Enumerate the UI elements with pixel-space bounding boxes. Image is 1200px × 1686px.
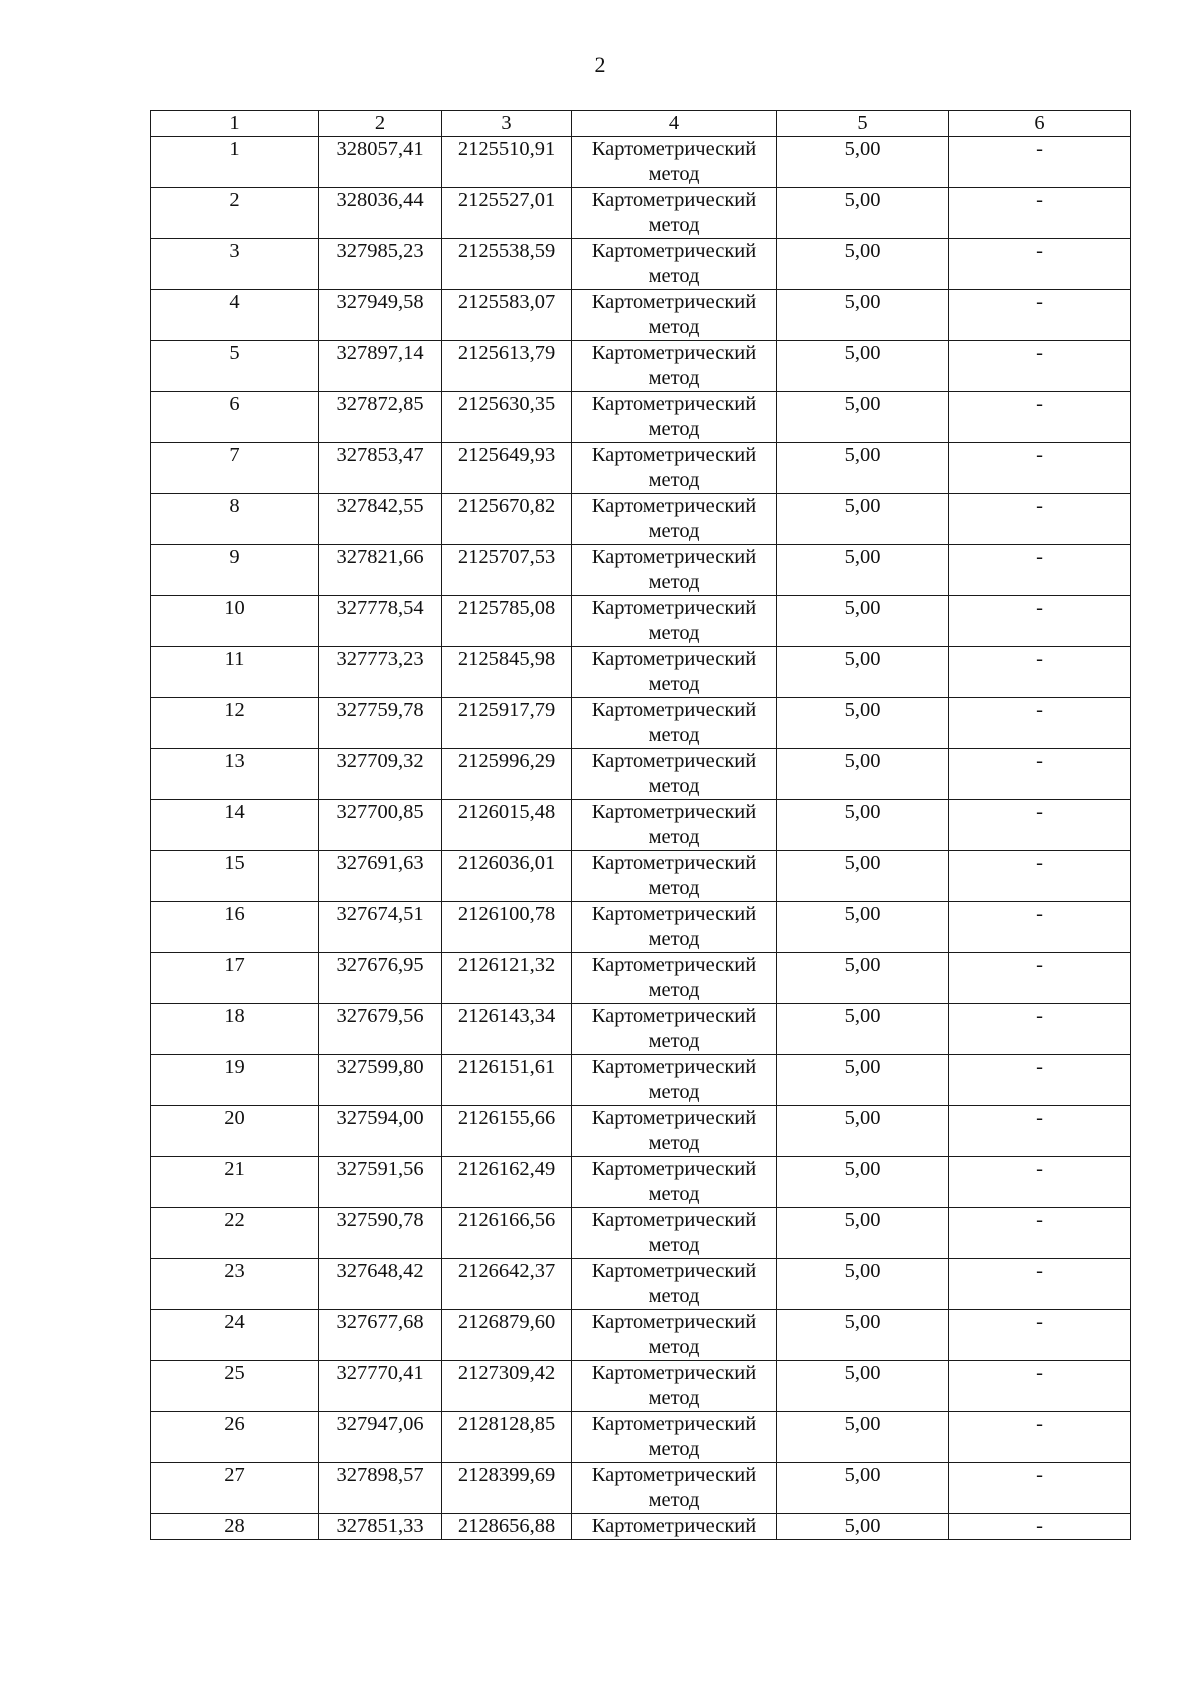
point-number-cell: 19 <box>151 1055 319 1106</box>
method-line-2: метод <box>648 928 700 950</box>
description-cell: - <box>949 392 1131 443</box>
method-line-1: Картометрический <box>591 138 757 160</box>
table-row <box>151 596 1131 647</box>
description-cell: - <box>949 1157 1131 1208</box>
column-header-2: 2 <box>319 111 442 137</box>
method-cell <box>572 188 777 239</box>
accuracy-cell: 5,00 <box>777 545 949 596</box>
description-cell: - <box>949 647 1131 698</box>
point-number-cell: 24 <box>151 1310 319 1361</box>
point-number-cell: 20 <box>151 1106 319 1157</box>
table-row <box>151 1310 1131 1361</box>
table-row <box>151 239 1131 290</box>
point-number-cell: 25 <box>151 1361 319 1412</box>
accuracy-cell: 5,00 <box>777 1259 949 1310</box>
method-cell <box>572 494 777 545</box>
y-coordinate-cell: 2126151,61 <box>442 1055 572 1106</box>
table-row <box>151 341 1131 392</box>
method-line-2: метод <box>648 877 700 899</box>
point-number-cell: 13 <box>151 749 319 800</box>
point-number-cell: 14 <box>151 800 319 851</box>
method-cell <box>572 953 777 1004</box>
column-header-4: 4 <box>572 111 777 137</box>
description-cell: - <box>949 953 1131 1004</box>
accuracy-cell: 5,00 <box>777 698 949 749</box>
method-cell <box>572 1361 777 1412</box>
accuracy-cell: 5,00 <box>777 1361 949 1412</box>
y-coordinate-cell: 2125670,82 <box>442 494 572 545</box>
method-line-2: метод <box>648 163 700 185</box>
table-row <box>151 1514 1131 1540</box>
y-coordinate-cell: 2125707,53 <box>442 545 572 596</box>
table-row <box>151 188 1131 239</box>
method-line-1: Картометрический <box>591 1005 757 1027</box>
point-number-cell: 11 <box>151 647 319 698</box>
y-coordinate-cell: 2126155,66 <box>442 1106 572 1157</box>
description-cell: - <box>949 188 1131 239</box>
y-coordinate-cell: 2125996,29 <box>442 749 572 800</box>
method-cell <box>572 698 777 749</box>
description-cell: - <box>949 851 1131 902</box>
method-line-2: метод <box>648 214 700 236</box>
accuracy-cell: 5,00 <box>777 902 949 953</box>
method-line-2: метод <box>648 316 700 338</box>
table-row <box>151 392 1131 443</box>
method-line-2: метод <box>648 979 700 1001</box>
method-cell <box>572 647 777 698</box>
method-line-1: Картометрический <box>591 801 757 823</box>
method-cell <box>572 1004 777 1055</box>
description-cell: - <box>949 1208 1131 1259</box>
x-coordinate-cell: 327594,00 <box>319 1106 442 1157</box>
description-cell: - <box>949 290 1131 341</box>
column-header-5: 5 <box>777 111 949 137</box>
method-line-1: Картометрический <box>591 648 757 670</box>
y-coordinate-cell: 2125613,79 <box>442 341 572 392</box>
method-cell <box>572 1259 777 1310</box>
method-line-2: метод <box>648 1438 700 1460</box>
accuracy-cell: 5,00 <box>777 1157 949 1208</box>
y-coordinate-cell: 2126015,48 <box>442 800 572 851</box>
method-line-2: метод <box>648 265 700 287</box>
description-cell: - <box>949 1412 1131 1463</box>
y-coordinate-cell: 2126036,01 <box>442 851 572 902</box>
point-number-cell: 23 <box>151 1259 319 1310</box>
method-line-2: метод <box>648 1081 700 1103</box>
table-row <box>151 749 1131 800</box>
accuracy-cell: 5,00 <box>777 341 949 392</box>
method-line-1: Картометрический <box>591 852 757 874</box>
method-cell <box>572 443 777 494</box>
accuracy-cell: 5,00 <box>777 1208 949 1259</box>
method-line-2: метод <box>648 826 700 848</box>
point-number-cell: 22 <box>151 1208 319 1259</box>
accuracy-cell: 5,00 <box>777 137 949 188</box>
description-cell: - <box>949 800 1131 851</box>
table-row <box>151 1004 1131 1055</box>
accuracy-cell: 5,00 <box>777 239 949 290</box>
accuracy-cell: 5,00 <box>777 1412 949 1463</box>
description-cell: - <box>949 698 1131 749</box>
table-row <box>151 1463 1131 1514</box>
description-cell: - <box>949 1463 1131 1514</box>
x-coordinate-cell: 328057,41 <box>319 137 442 188</box>
x-coordinate-cell: 327872,85 <box>319 392 442 443</box>
method-cell <box>572 1055 777 1106</box>
table-row <box>151 698 1131 749</box>
point-number-cell: 5 <box>151 341 319 392</box>
method-cell <box>572 800 777 851</box>
x-coordinate-cell: 327897,14 <box>319 341 442 392</box>
method-line-1: Картометрический <box>591 444 757 466</box>
y-coordinate-cell: 2126166,56 <box>442 1208 572 1259</box>
y-coordinate-cell: 2125583,07 <box>442 290 572 341</box>
y-coordinate-cell: 2125538,59 <box>442 239 572 290</box>
method-line-2: метод <box>648 775 700 797</box>
method-cell <box>572 1514 777 1540</box>
method-line-2: метод <box>648 1285 700 1307</box>
accuracy-cell: 5,00 <box>777 953 949 1004</box>
table-row <box>151 902 1131 953</box>
method-line-1: Картометрический <box>591 597 757 619</box>
method-line-1: Картометрический <box>591 1260 757 1282</box>
y-coordinate-cell: 2128128,85 <box>442 1412 572 1463</box>
method-line-1: Картометрический <box>591 546 757 568</box>
method-line-1: Картометрический <box>591 1413 757 1435</box>
x-coordinate-cell: 327700,85 <box>319 800 442 851</box>
x-coordinate-cell: 327709,32 <box>319 749 442 800</box>
accuracy-cell: 5,00 <box>777 1310 949 1361</box>
y-coordinate-cell: 2125510,91 <box>442 137 572 188</box>
point-number-cell: 3 <box>151 239 319 290</box>
description-cell: - <box>949 443 1131 494</box>
accuracy-cell: 5,00 <box>777 392 949 443</box>
x-coordinate-cell: 327842,55 <box>319 494 442 545</box>
point-number-cell: 17 <box>151 953 319 1004</box>
y-coordinate-cell: 2125917,79 <box>442 698 572 749</box>
y-coordinate-cell: 2128656,88 <box>442 1514 572 1540</box>
point-number-cell: 2 <box>151 188 319 239</box>
point-number-cell: 10 <box>151 596 319 647</box>
accuracy-cell: 5,00 <box>777 290 949 341</box>
method-line-1: Картометрический <box>591 1209 757 1231</box>
table-row <box>151 137 1131 188</box>
x-coordinate-cell: 327898,57 <box>319 1463 442 1514</box>
x-coordinate-cell: 327677,68 <box>319 1310 442 1361</box>
x-coordinate-cell: 327947,06 <box>319 1412 442 1463</box>
page-number: 2 <box>594 52 606 77</box>
y-coordinate-cell: 2125845,98 <box>442 647 572 698</box>
description-cell: - <box>949 749 1131 800</box>
table-row <box>151 1361 1131 1412</box>
method-line-1: Картометрический <box>591 1056 757 1078</box>
description-cell: - <box>949 1361 1131 1412</box>
table-row <box>151 800 1131 851</box>
y-coordinate-cell: 2126642,37 <box>442 1259 572 1310</box>
y-coordinate-cell: 2125649,93 <box>442 443 572 494</box>
method-cell <box>572 749 777 800</box>
description-cell: - <box>949 1055 1131 1106</box>
method-line-1: Картометрический <box>591 240 757 262</box>
method-line-1: Картометрический <box>591 342 757 364</box>
description-cell: - <box>949 1259 1131 1310</box>
accuracy-cell: 5,00 <box>777 188 949 239</box>
x-coordinate-cell: 327770,41 <box>319 1361 442 1412</box>
point-number-cell: 7 <box>151 443 319 494</box>
method-line-2: метод <box>648 622 700 644</box>
column-header-1: 1 <box>151 111 319 137</box>
description-cell: - <box>949 596 1131 647</box>
table-body <box>151 137 1131 1540</box>
table-row <box>151 1157 1131 1208</box>
method-cell <box>572 902 777 953</box>
method-line-2: метод <box>648 724 700 746</box>
table-row <box>151 1055 1131 1106</box>
description-cell: - <box>949 1106 1131 1157</box>
method-line-2: метод <box>648 1030 700 1052</box>
accuracy-cell: 5,00 <box>777 749 949 800</box>
x-coordinate-cell: 327949,58 <box>319 290 442 341</box>
point-number-cell: 6 <box>151 392 319 443</box>
x-coordinate-cell: 328036,44 <box>319 188 442 239</box>
table-row <box>151 545 1131 596</box>
description-cell: - <box>949 494 1131 545</box>
y-coordinate-cell: 2126879,60 <box>442 1310 572 1361</box>
method-cell <box>572 1157 777 1208</box>
description-cell: - <box>949 341 1131 392</box>
method-cell <box>572 851 777 902</box>
method-line-1: Картометрический <box>591 1362 757 1384</box>
method-line-1: Картометрический <box>591 189 757 211</box>
x-coordinate-cell: 327759,78 <box>319 698 442 749</box>
y-coordinate-cell: 2125527,01 <box>442 188 572 239</box>
x-coordinate-cell: 327853,47 <box>319 443 442 494</box>
x-coordinate-cell: 327773,23 <box>319 647 442 698</box>
method-line-2: метод <box>648 1387 700 1409</box>
accuracy-cell: 5,00 <box>777 647 949 698</box>
method-line-1: Картометрический <box>591 495 757 517</box>
method-line-2: метод <box>648 571 700 593</box>
y-coordinate-cell: 2126143,34 <box>442 1004 572 1055</box>
table-row <box>151 851 1131 902</box>
y-coordinate-cell: 2126100,78 <box>442 902 572 953</box>
table-row <box>151 953 1131 1004</box>
table-header-row <box>151 111 1131 137</box>
coordinates-table <box>150 110 1131 1540</box>
table-row <box>151 1259 1131 1310</box>
table-row <box>151 1208 1131 1259</box>
table-row <box>151 494 1131 545</box>
x-coordinate-cell: 327599,80 <box>319 1055 442 1106</box>
point-number-cell: 28 <box>151 1514 319 1540</box>
method-cell <box>572 392 777 443</box>
point-number-cell: 4 <box>151 290 319 341</box>
method-line-2: метод <box>648 1489 700 1511</box>
method-line-1: Картометрический <box>591 1464 757 1486</box>
method-cell <box>572 1208 777 1259</box>
method-cell <box>572 290 777 341</box>
method-line-1: Картометрический <box>591 750 757 772</box>
method-cell <box>572 341 777 392</box>
method-line-1: Картометрический <box>591 1515 757 1537</box>
table-row <box>151 1412 1131 1463</box>
table-row <box>151 443 1131 494</box>
point-number-cell: 8 <box>151 494 319 545</box>
method-line-2: метод <box>648 1336 700 1358</box>
y-coordinate-cell: 2128399,69 <box>442 1463 572 1514</box>
column-header-6: 6 <box>949 111 1131 137</box>
method-cell <box>572 1463 777 1514</box>
method-line-2: метод <box>648 418 700 440</box>
method-line-2: метод <box>648 367 700 389</box>
x-coordinate-cell: 327679,56 <box>319 1004 442 1055</box>
table-row <box>151 1106 1131 1157</box>
point-number-cell: 15 <box>151 851 319 902</box>
accuracy-cell: 5,00 <box>777 596 949 647</box>
method-cell <box>572 545 777 596</box>
x-coordinate-cell: 327648,42 <box>319 1259 442 1310</box>
point-number-cell: 1 <box>151 137 319 188</box>
method-line-1: Картометрический <box>591 954 757 976</box>
method-cell <box>572 596 777 647</box>
method-line-1: Картометрический <box>591 699 757 721</box>
point-number-cell: 26 <box>151 1412 319 1463</box>
point-number-cell: 18 <box>151 1004 319 1055</box>
accuracy-cell: 5,00 <box>777 1004 949 1055</box>
accuracy-cell: 5,00 <box>777 443 949 494</box>
method-line-1: Картометрический <box>591 903 757 925</box>
point-number-cell: 12 <box>151 698 319 749</box>
method-line-1: Картометрический <box>591 291 757 313</box>
method-line-1: Картометрический <box>591 393 757 415</box>
y-coordinate-cell: 2125630,35 <box>442 392 572 443</box>
x-coordinate-cell: 327676,95 <box>319 953 442 1004</box>
method-cell <box>572 1412 777 1463</box>
x-coordinate-cell: 327691,63 <box>319 851 442 902</box>
table-row <box>151 290 1131 341</box>
method-line-2: метод <box>648 1132 700 1154</box>
y-coordinate-cell: 2127309,42 <box>442 1361 572 1412</box>
x-coordinate-cell: 327851,33 <box>319 1514 442 1540</box>
accuracy-cell: 5,00 <box>777 494 949 545</box>
method-line-1: Картометрический <box>591 1311 757 1333</box>
method-cell <box>572 1106 777 1157</box>
accuracy-cell: 5,00 <box>777 1463 949 1514</box>
column-header-3: 3 <box>442 111 572 137</box>
x-coordinate-cell: 327590,78 <box>319 1208 442 1259</box>
point-number-cell: 16 <box>151 902 319 953</box>
accuracy-cell: 5,00 <box>777 851 949 902</box>
method-cell <box>572 137 777 188</box>
accuracy-cell: 5,00 <box>777 800 949 851</box>
method-line-1: Картометрический <box>591 1158 757 1180</box>
accuracy-cell: 5,00 <box>777 1055 949 1106</box>
y-coordinate-cell: 2126121,32 <box>442 953 572 1004</box>
y-coordinate-cell: 2126162,49 <box>442 1157 572 1208</box>
point-number-cell: 27 <box>151 1463 319 1514</box>
description-cell: - <box>949 137 1131 188</box>
description-cell: - <box>949 1310 1131 1361</box>
description-cell: - <box>949 545 1131 596</box>
method-line-2: метод <box>648 1183 700 1205</box>
x-coordinate-cell: 327821,66 <box>319 545 442 596</box>
description-cell: - <box>949 902 1131 953</box>
description-cell: - <box>949 1004 1131 1055</box>
description-cell: - <box>949 1514 1131 1540</box>
description-cell: - <box>949 239 1131 290</box>
x-coordinate-cell: 327778,54 <box>319 596 442 647</box>
method-line-2: метод <box>648 469 700 491</box>
method-cell <box>572 1310 777 1361</box>
x-coordinate-cell: 327985,23 <box>319 239 442 290</box>
point-number-cell: 9 <box>151 545 319 596</box>
x-coordinate-cell: 327591,56 <box>319 1157 442 1208</box>
method-line-2: метод <box>648 673 700 695</box>
method-line-2: метод <box>648 520 700 542</box>
point-number-cell: 21 <box>151 1157 319 1208</box>
method-cell <box>572 239 777 290</box>
accuracy-cell: 5,00 <box>777 1514 949 1540</box>
table-row <box>151 647 1131 698</box>
x-coordinate-cell: 327674,51 <box>319 902 442 953</box>
method-line-2: метод <box>648 1234 700 1256</box>
accuracy-cell: 5,00 <box>777 1106 949 1157</box>
y-coordinate-cell: 2125785,08 <box>442 596 572 647</box>
method-line-1: Картометрический <box>591 1107 757 1129</box>
